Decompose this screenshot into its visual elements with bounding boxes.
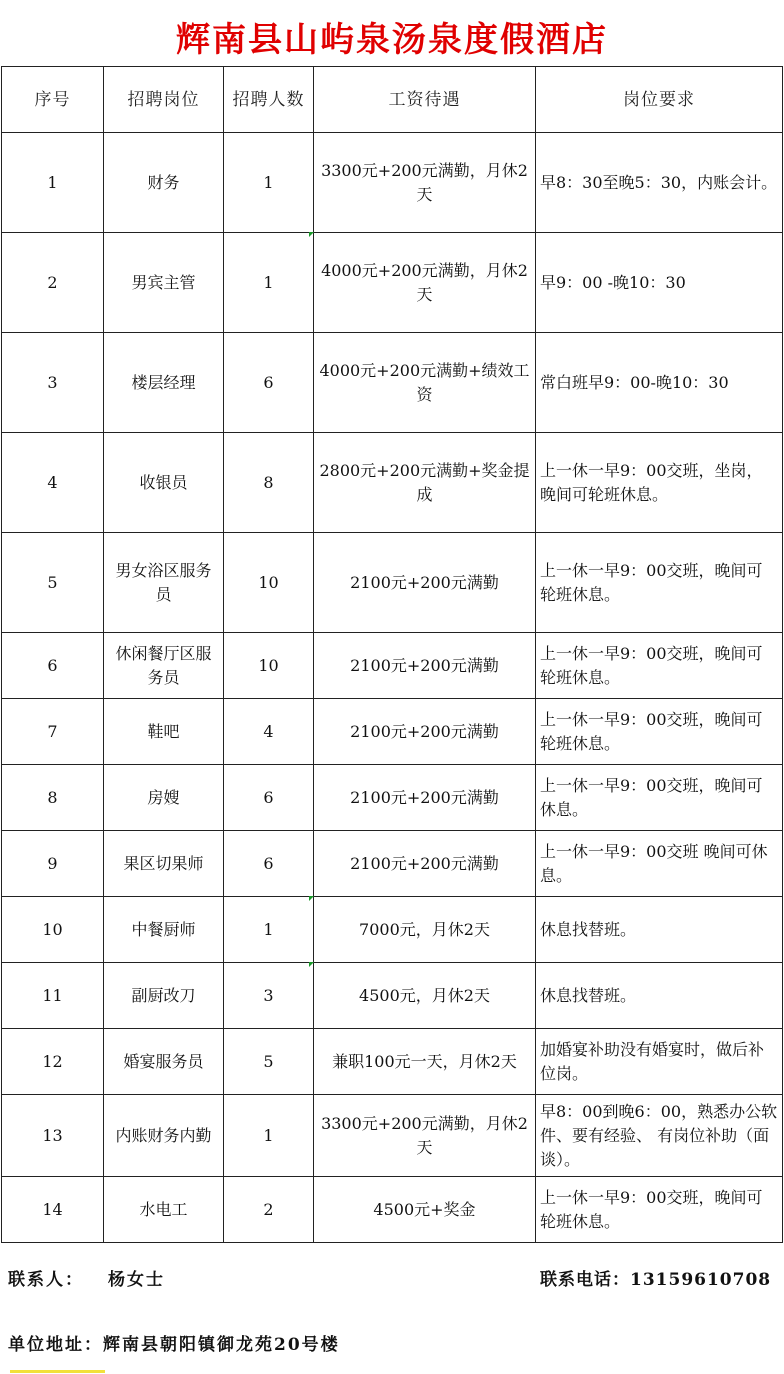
- serial-cell: 1: [2, 133, 104, 233]
- address-value: 辉南县朝阳镇御龙苑20号楼: [103, 1335, 340, 1355]
- position-cell: 男女浴区服务员: [104, 533, 224, 633]
- table-row: [2, 699, 783, 765]
- recruitment-table: [1, 66, 783, 1243]
- table-row: [2, 1177, 783, 1243]
- count-cell: 10: [224, 633, 314, 699]
- position-cell: 果区切果师: [104, 831, 224, 897]
- table-row: [2, 133, 783, 233]
- table-row: [2, 633, 783, 699]
- header-serial: 序号: [2, 67, 104, 133]
- position-cell: 楼层经理: [104, 333, 224, 433]
- table-row: [2, 765, 783, 831]
- count-cell: 1: [224, 233, 314, 333]
- header-requirement: 岗位要求: [536, 67, 783, 133]
- table-row: [2, 433, 783, 533]
- requirement-cell: 上一休一早9：00交班，晚间可轮班休息。: [536, 1177, 783, 1243]
- requirement-cell: 休息找替班。: [536, 897, 783, 963]
- page-title: 辉南县山屿泉汤泉度假酒店: [176, 20, 608, 60]
- serial-cell: 8: [2, 765, 104, 831]
- serial-cell: 11: [2, 963, 104, 1029]
- header-count: 招聘人数: [224, 67, 314, 133]
- salary-cell: 7000元，月休2天: [314, 897, 536, 963]
- salary-cell: 2100元+200元满勤: [314, 533, 536, 633]
- serial-cell: 14: [2, 1177, 104, 1243]
- position-cell: 副厨改刀: [104, 963, 224, 1029]
- position-cell: 内账财务内勤: [104, 1095, 224, 1177]
- requirement-cell: 上一休一早9：00交班，晚间可轮班休息。: [536, 533, 783, 633]
- salary-cell: 4000元+200元满勤，月休2天: [314, 233, 536, 333]
- count-cell: 1: [224, 133, 314, 233]
- table-row: [2, 333, 783, 433]
- serial-cell: 7: [2, 699, 104, 765]
- table-row: [2, 963, 783, 1029]
- salary-cell: 3300元+200元满勤，月休2天: [314, 1095, 536, 1177]
- address-label: 单位地址：: [8, 1335, 103, 1355]
- count-cell: 1: [224, 1095, 314, 1177]
- table-row: [2, 1095, 783, 1177]
- salary-cell: 2100元+200元满勤: [314, 831, 536, 897]
- salary-cell: 2800元+200元满勤+奖金提成: [314, 433, 536, 533]
- salary-cell: 2100元+200元满勤: [314, 765, 536, 831]
- requirement-cell: 早8：00到晚6：00，熟悉办公软件、要有经验、 有岗位补助（面谈）。: [536, 1095, 783, 1177]
- position-cell: 鞋吧: [104, 699, 224, 765]
- position-cell: 房嫂: [104, 765, 224, 831]
- count-cell: 10: [224, 533, 314, 633]
- requirement-cell: 加婚宴补助没有婚宴时，做后补位岗。: [536, 1029, 783, 1095]
- position-cell: 婚宴服务员: [104, 1029, 224, 1095]
- serial-cell: 6: [2, 633, 104, 699]
- count-cell: 2: [224, 1177, 314, 1243]
- position-cell: 休闲餐厅区服务员: [104, 633, 224, 699]
- count-cell: 4: [224, 699, 314, 765]
- serial-cell: 10: [2, 897, 104, 963]
- count-cell: 1: [224, 897, 314, 963]
- serial-cell: 4: [2, 433, 104, 533]
- phone-label: 联系电话：: [540, 1270, 630, 1290]
- salary-cell: 2100元+200元满勤: [314, 699, 536, 765]
- company-address: [8, 1330, 340, 1355]
- contact-name: 杨女士: [108, 1270, 165, 1290]
- table-row: [2, 831, 783, 897]
- count-cell: 6: [224, 765, 314, 831]
- requirement-cell: 早9：00 -晚10：30: [536, 233, 783, 333]
- position-cell: 男宾主管: [104, 233, 224, 333]
- requirement-cell: 上一休一早9：00交班 晚间可休息。: [536, 831, 783, 897]
- count-cell: 5: [224, 1029, 314, 1095]
- requirement-cell: 休息找替班。: [536, 963, 783, 1029]
- contact-label: 联系人：: [8, 1270, 84, 1290]
- salary-cell: 4500元，月休2天: [314, 963, 536, 1029]
- position-cell: 中餐厨师: [104, 897, 224, 963]
- count-cell: 6: [224, 831, 314, 897]
- phone-number: 13159610708: [630, 1270, 772, 1290]
- header-position: 招聘岗位: [104, 67, 224, 133]
- position-cell: 水电工: [104, 1177, 224, 1243]
- requirement-cell: 常白班早9：00-晚10：30: [536, 333, 783, 433]
- contact-person: [8, 1265, 165, 1290]
- count-cell: 8: [224, 433, 314, 533]
- salary-cell: 4500元+奖金: [314, 1177, 536, 1243]
- table-row: [2, 897, 783, 963]
- table-row: [2, 1029, 783, 1095]
- salary-cell: 2100元+200元满勤: [314, 633, 536, 699]
- serial-cell: 9: [2, 831, 104, 897]
- underline-accent: [10, 1370, 105, 1373]
- table-row: [2, 533, 783, 633]
- serial-cell: 3: [2, 333, 104, 433]
- position-cell: 财务: [104, 133, 224, 233]
- requirement-cell: 上一休一早9：00交班，坐岗，晚间可轮班休息。: [536, 433, 783, 533]
- contact-phone: [540, 1265, 771, 1290]
- count-cell: 3: [224, 963, 314, 1029]
- requirement-cell: 早8：30至晚5：30，内账会计。: [536, 133, 783, 233]
- serial-cell: 2: [2, 233, 104, 333]
- table-row: [2, 233, 783, 333]
- header-salary: 工资待遇: [314, 67, 536, 133]
- serial-cell: 5: [2, 533, 104, 633]
- salary-cell: 4000元+200元满勤+绩效工资: [314, 333, 536, 433]
- requirement-cell: 上一休一早9：00交班，晚间可轮班休息。: [536, 633, 783, 699]
- salary-cell: 兼职100元一天，月休2天: [314, 1029, 536, 1095]
- position-cell: 收银员: [104, 433, 224, 533]
- serial-cell: 12: [2, 1029, 104, 1095]
- serial-cell: 13: [2, 1095, 104, 1177]
- salary-cell: 3300元+200元满勤，月休2天: [314, 133, 536, 233]
- count-cell: 6: [224, 333, 314, 433]
- requirement-cell: 上一休一早9：00交班，晚间可轮班休息。: [536, 699, 783, 765]
- requirement-cell: 上一休一早9：00交班，晚间可休息。: [536, 765, 783, 831]
- table-header-row: [2, 67, 783, 133]
